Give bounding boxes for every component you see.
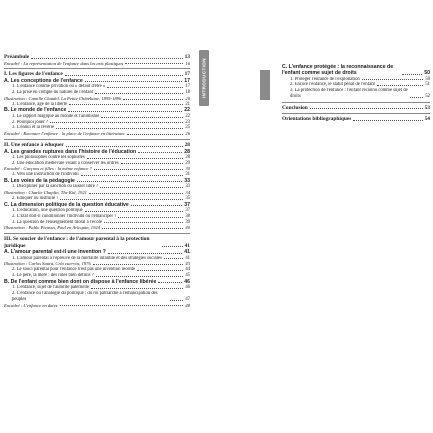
toc-entry[interactable] xyxy=(290,88,430,100)
toc-entry-title: 1. Discipliner par la sanction ou laisser libre ? xyxy=(12,184,99,190)
leader-dots xyxy=(50,122,183,123)
toc-entry[interactable] xyxy=(282,116,430,122)
leader-dots xyxy=(60,199,183,200)
leader-dots xyxy=(101,117,183,118)
leader-dots xyxy=(69,104,183,105)
leader-dots xyxy=(123,99,183,100)
toc-entry[interactable] xyxy=(282,64,430,77)
leader-dots xyxy=(164,258,183,259)
leader-dots xyxy=(125,63,183,64)
leader-dots xyxy=(95,93,183,94)
toc-page-number: 48 xyxy=(185,302,190,308)
toc-entry-title: 2. Le souci parental pour l'enfance n'est pas une invention récente xyxy=(12,267,136,273)
toc-entry[interactable] xyxy=(4,142,190,149)
leader-dots xyxy=(100,187,183,188)
toc-page-number: 50 xyxy=(424,70,430,77)
toc-entry-title: 1. Le rapport magique au monde et l'animisme xyxy=(12,113,100,119)
toc-page-number: 21 xyxy=(185,101,190,107)
leader-dots xyxy=(402,74,422,75)
toc-page-number: 50 xyxy=(425,76,430,82)
toc-entry-title: 3. Le père, la mère : des rôles bien définis ? xyxy=(12,273,94,279)
leader-dots xyxy=(96,276,184,277)
section-divider xyxy=(282,102,430,103)
toc-entry-title: B. Les voies de la pédagogie xyxy=(4,178,75,185)
leader-dots xyxy=(85,81,182,82)
leader-dots xyxy=(94,169,184,170)
toc-entry-title: A. L'amour parental est-il une invention ? xyxy=(4,249,106,256)
toc-entry-title: Illustration : Camille Claudel, La Petite Châtelaine, 1895-1896 xyxy=(4,95,122,101)
toc-page-number: 54 xyxy=(424,116,430,123)
toc-entry[interactable] xyxy=(4,131,190,137)
toc-entry-title: 1. L'éducation, une question politique xyxy=(12,208,83,214)
toc-entry-title: 2. La prise en compte du naturel de l'enfant xyxy=(12,90,94,96)
toc-page-number: 47 xyxy=(185,296,190,302)
toc-page-number: 29 xyxy=(185,160,190,166)
toc-page-number: 39 xyxy=(185,219,190,225)
leader-dots xyxy=(81,175,184,176)
leader-dots xyxy=(91,288,183,289)
toc-page-number: 17 xyxy=(184,77,190,84)
toc-page-number: 13 xyxy=(184,54,190,60)
toc-entry-title: II. Une enfance à éduquer xyxy=(4,141,64,148)
toc-entry-title: 2. Encore l'enfance, le statut pénal de l'enfant xyxy=(290,82,375,88)
toc-entry-title: Préambule xyxy=(4,54,30,60)
toc-page-number: 46 xyxy=(184,278,190,285)
toc-page-number: 43 xyxy=(185,261,190,267)
toc-entry-title: 3. L'enfance, âge de la liberté xyxy=(12,101,68,107)
toc-page-number: 34 xyxy=(185,190,190,196)
toc-page-number: 20 xyxy=(185,95,190,101)
toc-entry[interactable] xyxy=(4,61,190,67)
toc-page-number: 51 xyxy=(425,82,430,88)
leader-dots xyxy=(89,193,183,194)
toc-entry-title: A. Les grandes ruptures dans l'histoire de l'éducation xyxy=(4,148,137,155)
toc-entry[interactable] xyxy=(12,291,190,303)
leader-dots xyxy=(31,58,182,59)
toc-page-number: 41 xyxy=(184,242,190,249)
toc-entry-title: C. L'enfance protégée : la reconnaissance de l'enfant comme sujet de droits xyxy=(282,64,394,77)
toc-page-number: 22 xyxy=(184,107,190,114)
leader-dots xyxy=(65,75,183,76)
toc-entry-title: 1. Protéger l'enfance de l'exploitation xyxy=(290,76,360,82)
leader-dots xyxy=(131,205,182,206)
toc-entry-title: Illustration : Carlos Saura, Cría cuervos, 1976 xyxy=(4,261,91,267)
leader-dots xyxy=(104,222,183,223)
section-divider xyxy=(4,233,190,234)
toc-entry-title: B. De l'enfant comme bien dont on dispose à l'enfance libérée xyxy=(4,278,157,285)
toc-entry[interactable] xyxy=(4,303,190,309)
toc-page-number: 17 xyxy=(184,71,190,78)
toc-entry[interactable] xyxy=(4,225,190,231)
toc-entry-title: 3. La protection de l'enfance : l'enfant reconnu comme sujet de droits xyxy=(290,88,408,99)
leader-dots xyxy=(138,152,182,153)
toc-entry-title: 2. Une éducation médiévale visant à conserver les ordres xyxy=(12,160,119,166)
toc-page-number: 46 xyxy=(185,285,190,291)
toc-entry-title: Encadré : Raconter l'enfance : la place de l'enfance en littérature xyxy=(4,131,125,137)
leader-dots xyxy=(362,79,424,80)
toc-entry-title: 3. L'ennui et la rêverie xyxy=(12,125,55,131)
toc-entry-title: 1. Les philosophes contre les sophistes xyxy=(12,154,85,160)
toc-entry[interactable] xyxy=(282,105,430,111)
toc-page-number: 28 xyxy=(184,148,190,155)
leader-dots xyxy=(68,111,182,112)
toc-entry[interactable] xyxy=(4,236,190,249)
leader-dots xyxy=(410,97,423,98)
toc-page-number: 23 xyxy=(185,119,190,125)
toc-entry-title: Encadré : L'enfance en dates xyxy=(4,302,58,308)
leader-dots xyxy=(85,211,184,212)
leader-dots xyxy=(377,85,423,86)
leader-dots xyxy=(77,181,182,182)
leader-dots xyxy=(137,270,183,271)
toc-entry-title: 2. L'enfance ou l'analogie du politique : du roi patriarche à l'émancipation des peuples xyxy=(12,290,158,302)
toc-page-number: 17 xyxy=(185,84,190,90)
toc-page-number: 26 xyxy=(185,131,190,137)
leader-dots xyxy=(162,246,183,247)
toc-page-number: 41 xyxy=(184,249,190,256)
toc-page-number: 44 xyxy=(185,267,190,273)
leader-dots xyxy=(87,158,184,159)
toc-entry-title: 2. L'État doit-il conditionner l'individu ou l'émanciper ? xyxy=(12,213,117,219)
toc-page-number: 28 xyxy=(185,154,190,160)
toc-entry-title: I. Les figures de l'enfance xyxy=(4,71,63,78)
leader-dots xyxy=(310,108,423,109)
section-divider xyxy=(282,113,430,114)
toc-page-number: 41 xyxy=(185,255,190,261)
toc-page-number: 37 xyxy=(184,201,190,208)
toc-entry-title: Encadré : Garçons et filles : la même enfance ? xyxy=(4,166,92,172)
leader-dots xyxy=(353,120,422,121)
toc-entry-title: 1. L'enfance comme privation ou « défaut d'être » xyxy=(12,84,106,90)
toc-entry-title: Orientations bibliographiques xyxy=(282,116,352,123)
toc-entry[interactable] xyxy=(4,54,190,61)
toc-page-number: 37 xyxy=(185,208,190,214)
toc-entry-title: Illustration : Charlie Chaplin, The Kid, 1921 xyxy=(4,190,87,196)
toc-page-number: 45 xyxy=(185,273,190,279)
leader-dots xyxy=(93,264,184,265)
section-divider xyxy=(4,139,190,140)
toc-entry-title: Illustration : Pablo Picasso, Paul en Arlequin, 1924 xyxy=(4,225,100,231)
toc-entry-title: Encadré : La représentation de l'enfance dans les arts plastiques xyxy=(4,60,124,66)
leader-dots xyxy=(170,300,183,301)
toc-page-number: 22 xyxy=(185,113,190,119)
toc-entry-title: 3. Vers une instruction de l'individu xyxy=(12,172,79,178)
toc-entry-title: A. Les conceptions de l'enfance xyxy=(4,77,83,84)
section-divider xyxy=(4,68,190,69)
leader-dots xyxy=(108,253,182,254)
toc-entry-title: 2. Pourquoi jouer ? xyxy=(12,119,48,125)
toc-entry[interactable] xyxy=(4,71,190,78)
leader-dots xyxy=(107,87,183,88)
toc-page-number: 30 xyxy=(185,166,190,172)
leader-dots xyxy=(127,134,184,135)
toc-entry-title: Conclusion xyxy=(282,104,308,111)
toc-page-number: 33 xyxy=(185,184,190,190)
toc-entry-title: 1. L'enfance, sujet de l'autorité paternelle xyxy=(12,285,90,291)
toc-page-number: 33 xyxy=(184,178,190,185)
leader-dots xyxy=(121,163,184,164)
toc-page-number: 28 xyxy=(184,141,190,148)
leader-dots xyxy=(102,228,183,229)
toc-page-number: 52 xyxy=(425,93,430,99)
toc-page-number: 18 xyxy=(185,90,190,96)
toc-page-number: 31 xyxy=(185,172,190,178)
leader-dots xyxy=(158,282,182,283)
toc-page-number: 53 xyxy=(424,104,430,111)
toc-right-column xyxy=(200,64,433,123)
toc-left-column xyxy=(0,54,200,308)
toc-page-number: 25 xyxy=(185,125,190,131)
toc-page-number: 38 xyxy=(185,213,190,219)
leader-dots xyxy=(56,128,183,129)
toc-entry-title: 3. La question de l'enseignement moral à l'école xyxy=(12,219,102,225)
section-tab-label: INTRODUCTION xyxy=(201,57,207,99)
toc-entry-title: 2. Éduquer ou instruire ? xyxy=(12,195,59,201)
toc-page-number: 40 xyxy=(185,225,190,231)
toc-entry-title: C. La dimension politique de la question éducative xyxy=(4,201,129,208)
toc-entry-title: III. Se soucier de l'enfance : de l'amour parental à la protection juridique xyxy=(4,236,150,249)
toc-entry-title: 1. L'amour parental à l'épreuve de la mortalité infantile et des stratégies sociales xyxy=(12,255,162,261)
toc-page-number: 35 xyxy=(185,195,190,201)
toc-page-number: 16 xyxy=(185,60,190,66)
leader-dots xyxy=(118,217,183,218)
leader-dots xyxy=(60,305,184,306)
toc-entry-title: B. Le monde de l'enfance xyxy=(4,107,67,114)
leader-dots xyxy=(66,146,183,147)
